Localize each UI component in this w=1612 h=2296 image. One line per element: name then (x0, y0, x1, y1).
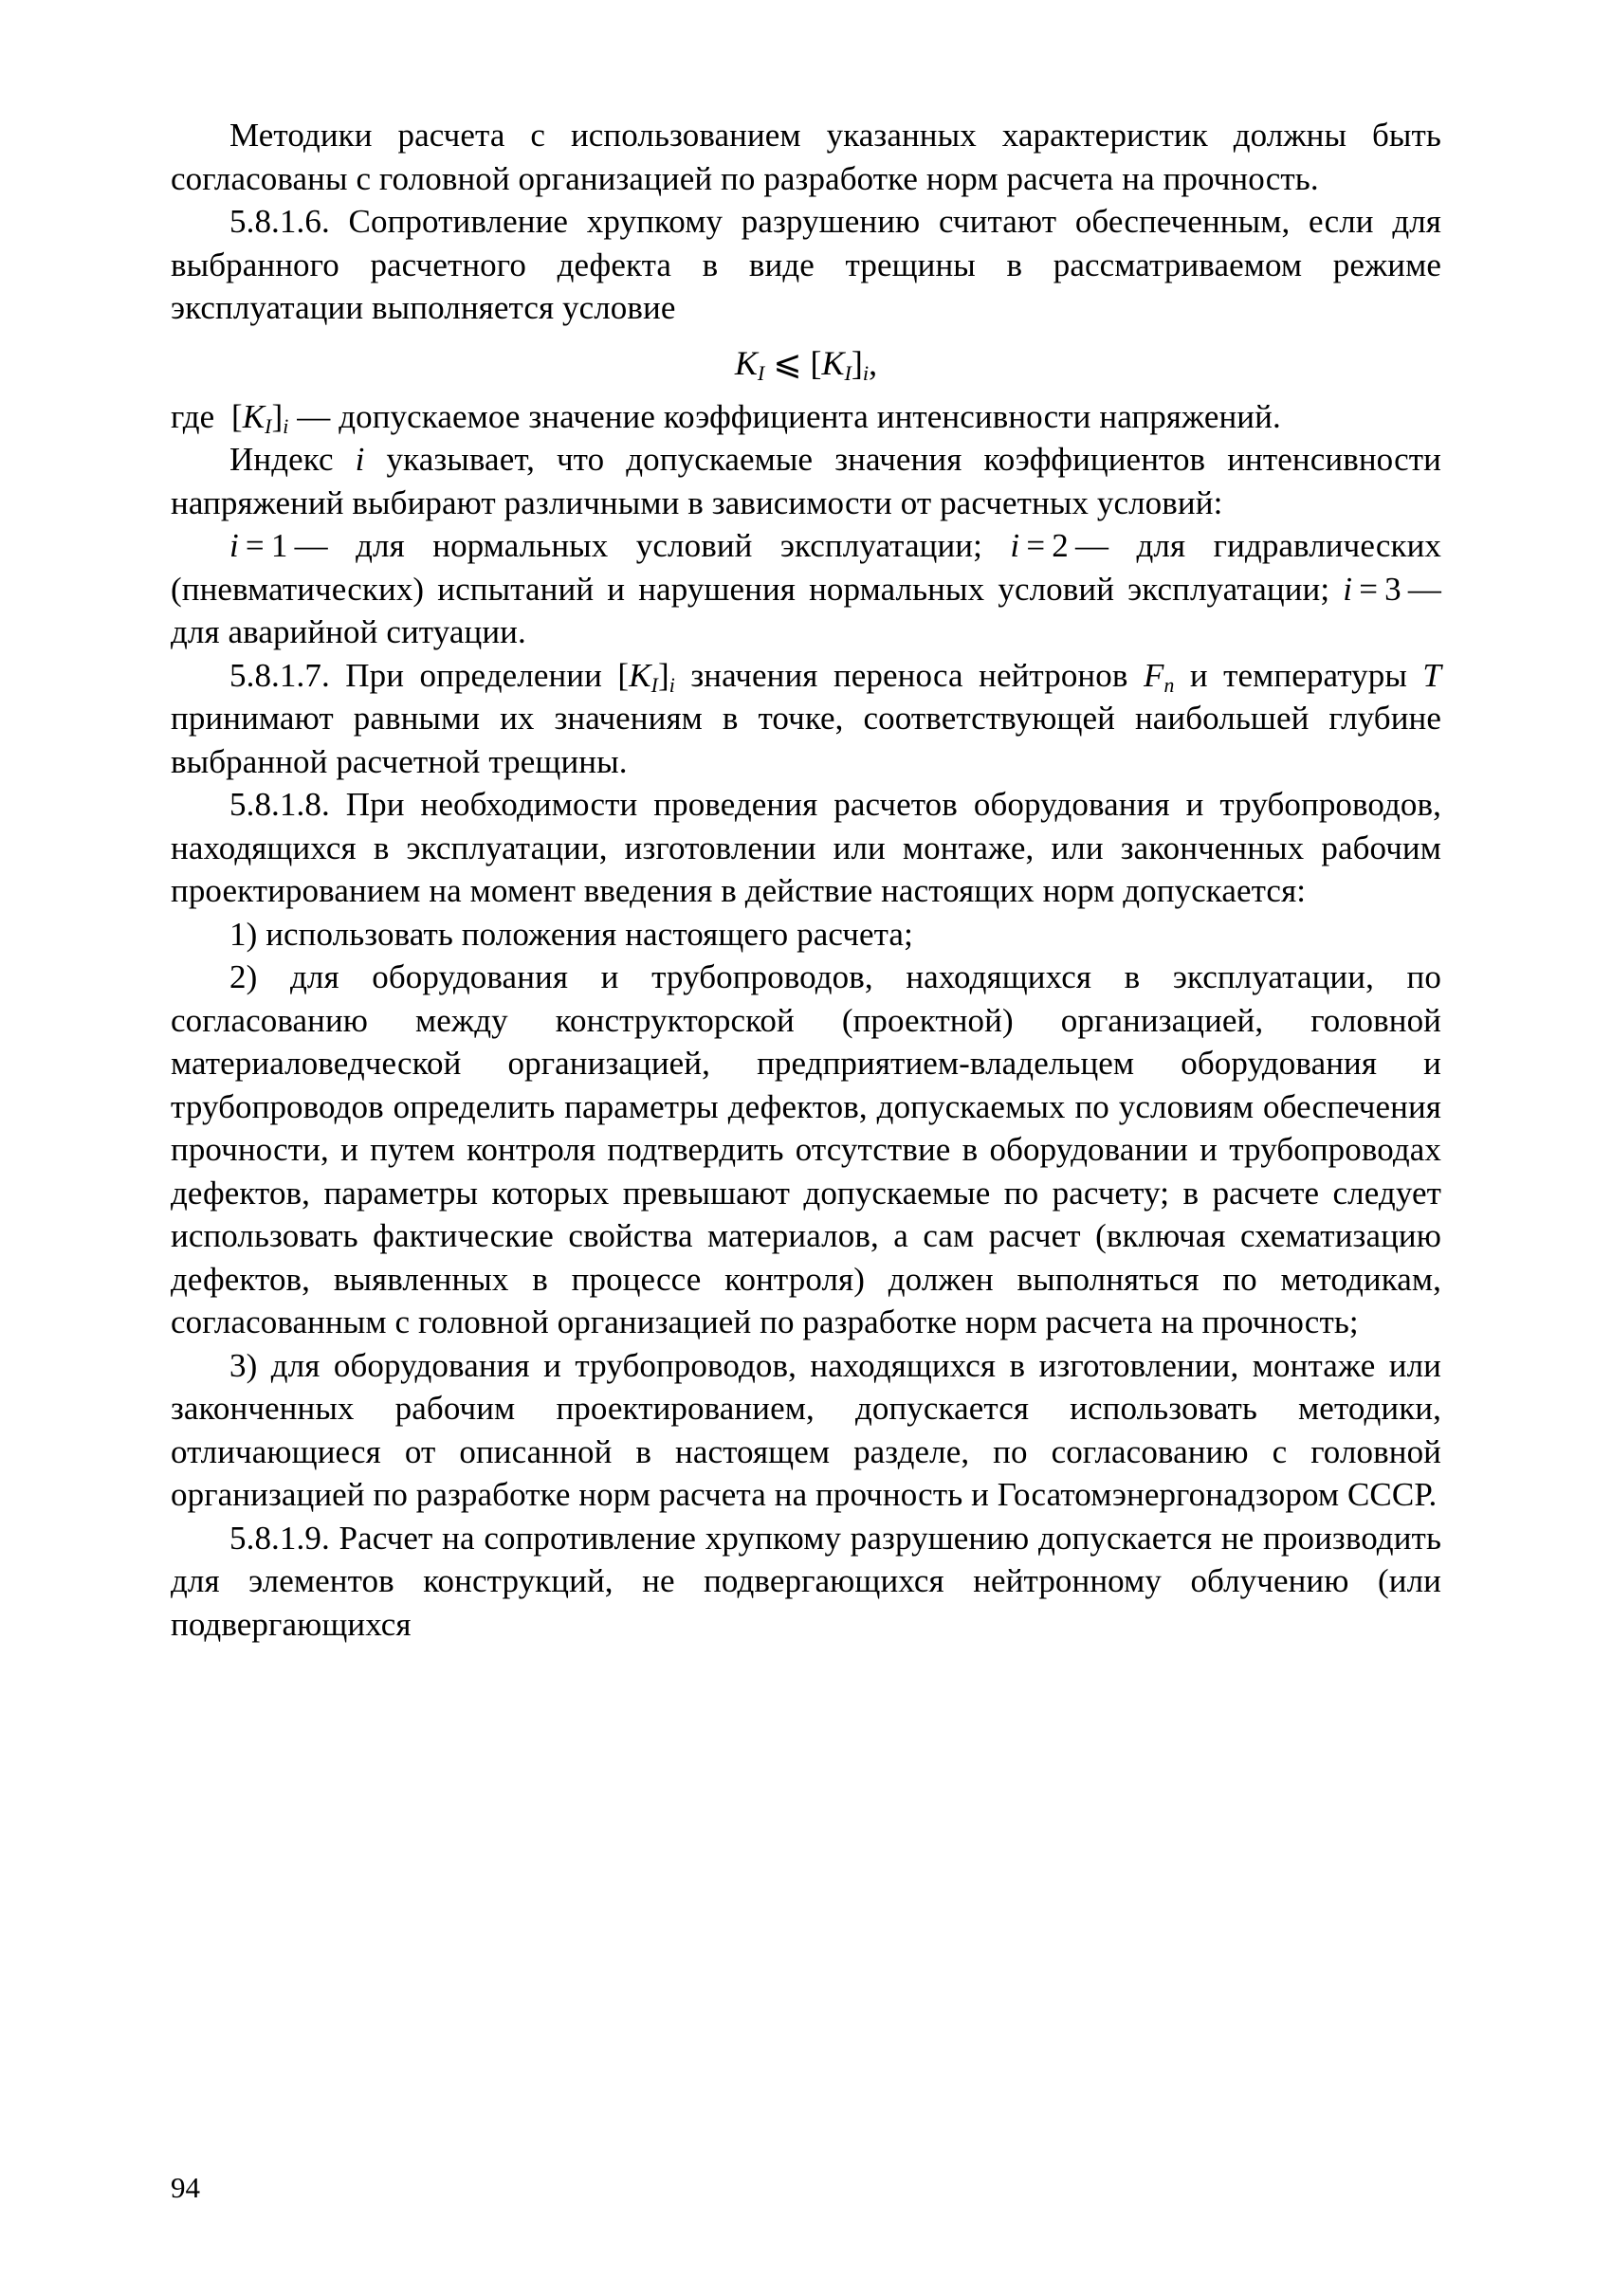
page-number: 94 (171, 2171, 200, 2204)
paragraph-5-8-1-9: 5.8.1.9. Расчет на сопротивление хрупкому разрушению допускается не производить для элементов конструкций, не подвергающихся нейтронному облучению (или подвергающихся (171, 1519, 1441, 1643)
paragraph-5-8-1-8: 5.8.1.8. При необходимости проведения расчетов оборудования и трубопроводов, находящихся в эксплуатации, изготовлении или монтаже, или законченных рабочим проектированием на момент введения в действие настоящих норм допускается: (171, 786, 1441, 910)
paragraph-item-1: 1) использовать положения настоящего расчета; (229, 915, 913, 953)
paragraph-5-8-1-6: 5.8.1.6. Сопротивление хрупкому разрушению считают обеспеченным, если для выбранного расчетного дефекта в виде трещины в рассматриваемом режиме эксплуатации выполняется условие (171, 203, 1441, 326)
page-body (171, 114, 1441, 1646)
paragraph-item-3: 3) для оборудования и трубопроводов, находящихся в изготовлении, монтаже или законченных рабочим проектированием, допускается использовать методики, отличающиеся от описанной в настоящем разделе, по согласованию с головной организацией по разработке норм расчета на прочность и Госатомэнергонадзором СССР. (171, 1346, 1441, 1514)
formula-brittle-fracture: $K_I$ ⩽ $[K_I]_i$, (734, 343, 878, 385)
paragraph-index-values: i = 1 — для нормальных условий эксплуатации; i = 2 — для гидравлических (пневматических) испытаний и нарушения нормальных условий эксплуатации; i = 3 — для аварийной ситуации. (171, 527, 1441, 651)
paragraph-5-8-1-7: 5.8.1.7. При определении $[K_I]_i$ значения переноса нейтронов $F_n$ и температуры T принимают равными их значениям в точке, соответствующей наибольшей глубине выбранной расчетной трещины. (171, 656, 1441, 780)
paragraph-item-2: 2) для оборудования и трубопроводов, находящихся в эксплуатации, по согласованию между конструкторской (проектной) организацией, головной материаловедческой организацией, предприятием-владельцем оборудования и трубопроводов определить параметры дефектов, допускаемых по условиям обеспечения прочности, и путем контроля подтвердить отсутствие в оборудовании и трубопроводах дефектов, параметры которых превышают допускаемые по расчету; в расчете следует использовать фактические свойства материалов, а сам расчет (включая схематизацию дефектов, выявленных в процессе контроля) должен выполняться по методикам, согласованным с головной организацией по разработке норм расчета на прочность; (171, 958, 1441, 1341)
paragraph-intro: Методики расчета с использованием указанных характеристик должны быть согласованы с головной организацией по разработке норм расчета на прочность. (171, 117, 1441, 197)
paragraph-index-i: Индекс i указывает, что допускаемые значения коэффициентов интенсивности напряжений выбирают различными в зависимости от расчетных условий: (171, 441, 1442, 521)
paragraph-where-definition: где $[K_I]_i$ — допускаемое значение коэффициента интенсивности напряжений. (171, 397, 1281, 438)
